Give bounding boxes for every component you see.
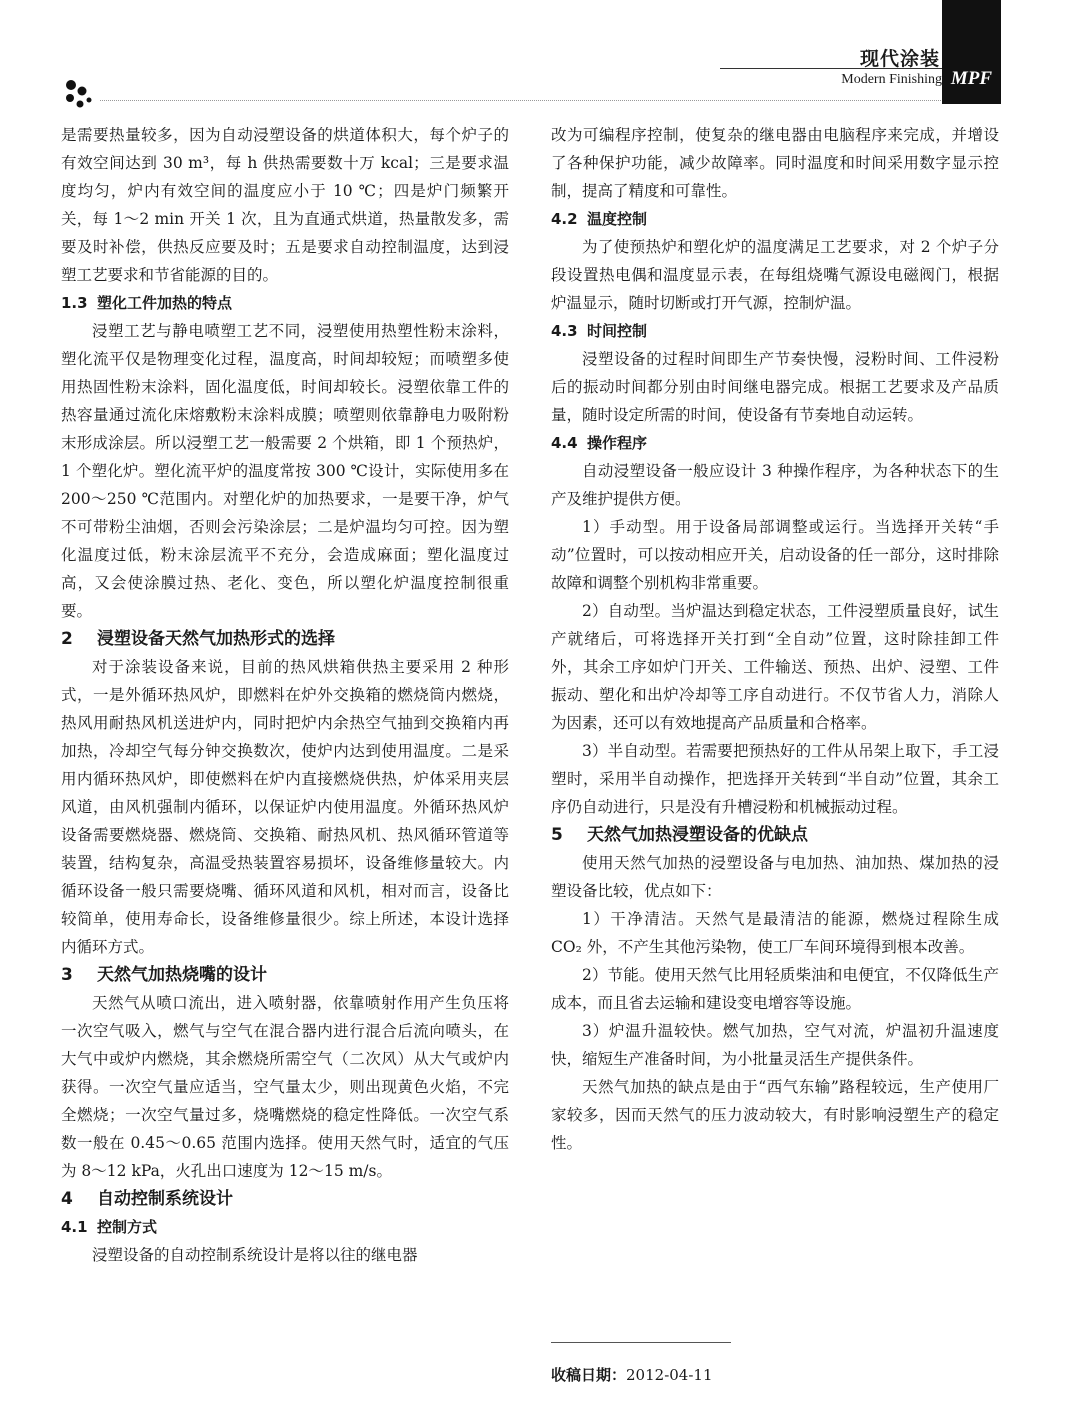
paragraph-4-1-start: 浸塑设备的自动控制系统设计是将以往的继电器 [92, 1246, 418, 1264]
received-label: 收稿日期： [551, 1366, 627, 1384]
paragraph-3: 天然气从喷口流出，进入喷射器，依靠喷射作用产生负压将一次空气吸入，燃气与空气在混合器内进行混合后流向喷头，在大气中或炉内燃烧，其余燃烧所需空气（二次风）从大气或炉内获得。一次空气量应适当，空气量太少，则出现黄色火焰，不完全燃烧；一次空气量过多，烧嘴燃烧的稳定性降低。一次空气系数一般在 0.45～0.65 范围内选择。使用天然气时，适宜的气压为 8～12 kPa，火孔出口速度为 12～15 m/s。 [61, 994, 509, 1180]
section-heading-4-2 [551, 205, 999, 233]
section-heading-4 [61, 1185, 509, 1213]
section-heading-5 [551, 821, 999, 849]
journal-title-en: Modern Finishing [841, 72, 942, 87]
paragraph-5-clean: 1）干净清洁。天然气是最清洁的能源，燃烧过程除生成 CO₂ 外，不产生其他污染物，使工厂车间环境得到根本改善。 [551, 910, 999, 956]
section-title: 时间控制 [587, 322, 648, 340]
section-heading-1-3 [61, 289, 509, 317]
journal-title-cn: 现代涂装 [859, 48, 940, 70]
section-number: 4.3 [551, 322, 578, 340]
paragraph-4-4-semi-auto: 3）半自动型。若需要把预热好的工件从吊架上取下，手工浸塑时，采用半自动操作，把选择开关转到“半自动”位置，其余工序仍自动进行，只是没有升槽浸粉和机械振动过程。 [551, 742, 999, 816]
received-date [551, 1364, 713, 1385]
section-number: 4.4 [551, 434, 578, 452]
paragraph-4-3: 浸塑设备的过程时间即生产节奏快慢，浸粉时间、工件浸粉后的振动时间都分别由时间继电器完成。根据工艺要求及产品质量，随时设定所需的时间，使设备有节奏地自动运转。 [551, 350, 999, 424]
header-divider [100, 100, 941, 101]
section-title: 浸塑设备天然气加热形式的选择 [97, 629, 335, 649]
footnote-rule [551, 1342, 731, 1343]
journal-logo-icon [60, 76, 96, 112]
paragraph-intro: 是需要热量较多，因为自动浸塑设备的烘道体积大，每个炉子的有效空间达到 30 m³，每 h 供热需要数十万 kcal；三是要求温度均匀，炉内有效空间的温度应小于 10 ℃；四是炉门频繁开关，每 1～2 min 开关 1 次，且为直通式烘道，热量散发多，需要及时补偿，供热反应要及时；五是要求自动控制温度，达到浸塑工艺要求和节省能源的目的。 [61, 126, 509, 284]
paragraph-1-3: 浸塑工艺与静电喷塑工艺不同，浸塑使用热塑性粉末涂料，塑化流平仅是物理变化过程，温度高，时间却较短；而喷塑多使用热固性粉末涂料，固化温度低，时间却较长。浸塑依靠工件的热容量通过流化床熔敷粉末涂料成膜；喷塑则依靠静电力吸附粉末形成涂层。所以浸塑工艺一般需要 2 个烘箱，即 1 个预热炉，1 个塑化炉。塑化流平炉的温度常按 300 ℃设计，实际使用多在 200～250 ℃范围内。对塑化炉的加热要求，一是要干净，炉气不可带粉尘油烟，否则会污染涂层；二是炉温均匀可控。因为塑化温度过低，粉末涂层流平不充分，会造成麻面；塑化温度过高，又会使涂膜过热、老化、变色，所以塑化炉温度控制很重要。 [61, 322, 509, 620]
section-heading-4-4 [551, 429, 999, 457]
section-number: 4.2 [551, 210, 578, 228]
paragraph-4-1-continued: 改为可编程序控制，使复杂的继电器由电脑程序来完成，并增设了各种保护功能，减少故障率。同时温度和时间采用数字显示控制，提高了精度和可靠性。 [551, 126, 999, 200]
section-number: 5 [551, 825, 563, 845]
paragraph-5-energy: 2）节能。使用天然气比用轻质柴油和电便宜，不仅降低生产成本，而且省去运输和建设变电增容等设施。 [551, 966, 999, 1012]
section-number: 2 [61, 629, 73, 649]
section-heading-4-3 [551, 317, 999, 345]
section-heading-2 [61, 625, 509, 653]
section-title: 自动控制系统设计 [97, 1189, 233, 1209]
section-title: 塑化工件加热的特点 [97, 294, 233, 312]
section-title: 天然气加热烧嘴的设计 [97, 965, 267, 985]
section-title: 控制方式 [97, 1218, 158, 1236]
section-number: 4 [61, 1189, 73, 1209]
paragraph-5-heating: 3）炉温升温较快。燃气加热，空气对流，炉温初升温速度快，缩短生产准备时间，为小批量灵活生产提供条件。 [551, 1022, 999, 1068]
section-number: 4.1 [61, 1218, 88, 1236]
section-title: 操作程序 [587, 434, 648, 452]
paragraph-4-4: 自动浸塑设备一般应设计 3 种操作程序，为各种状态下的生产及维护提供方便。 [551, 462, 999, 508]
section-title: 温度控制 [587, 210, 648, 228]
section-number: 1.3 [61, 294, 88, 312]
section-heading-3 [61, 961, 509, 989]
paragraph-5-disadvantage: 天然气加热的缺点是由于“西气东输”路程较远，生产使用厂家较多，因而天然气的压力波动较大，有时影响浸塑生产的稳定性。 [551, 1078, 999, 1152]
paragraph-4-4-auto: 2）自动型。当炉温达到稳定状态，工件浸塑质量良好，试生产就绪后，可将选择开关打到“全自动”位置，这时除挂卸工件外，其余工序如炉门开关、工件输送、预热、出炉、浸塑、工件振动、塑化和出炉冷却等工序自动进行。不仅节省人力，消除人为因素，还可以有效地提高产品质量和合格率。 [551, 602, 999, 732]
section-number: 3 [61, 965, 73, 985]
received-date-value: 2012-04-11 [626, 1366, 713, 1384]
paragraph-5: 使用天然气加热的浸塑设备与电加热、油加热、煤加热的浸塑设备比较，优点如下： [551, 854, 999, 900]
journal-abbreviation: MPF [942, 0, 1001, 104]
section-title: 天然气加热浸塑设备的优缺点 [587, 825, 808, 845]
paragraph-4-2: 为了使预热炉和塑化炉的温度满足工艺要求，对 2 个炉子分段设置热电偶和温度显示表，在每组烧嘴气源设电磁阀门，根据炉温显示，随时切断或打开气源，控制炉温。 [551, 238, 999, 312]
right-column [551, 121, 999, 1157]
paragraph-2: 对于涂装设备来说，目前的热风烘箱供热主要采用 2 种形式，一是外循环热风炉，即燃料在炉外交换箱的燃烧筒内燃烧，热风用耐热风机送进炉内，同时把炉内余热空气抽到交换箱内再加热，冷却空气每分钟交换数次，使炉内达到使用温度。二是采用内循环热风炉，即使燃料在炉内直接燃烧供热，炉体采用夹层风道，由风机强制内循环，以保证炉内使用温度。外循环热风炉设备需要燃烧器、燃烧筒、交换箱、耐热风机、热风循环管道等装置，结构复杂，高温受热装置容易损坏，设备维修量较大。内循环设备一般只需要烧嘴、循环风道和风机，相对而言，设备比较简单，使用寿命长，设备维修量很少。综上所述，本设计选择内循环方式。 [61, 658, 509, 956]
paragraph-4-4-manual: 1）手动型。用于设备局部调整或运行。当选择开关转“手动”位置时，可以按动相应开关，启动设备的任一部分，这时排除故障和调整个别机构非常重要。 [551, 518, 999, 592]
section-heading-4-1 [61, 1213, 509, 1241]
left-column [61, 121, 509, 1269]
